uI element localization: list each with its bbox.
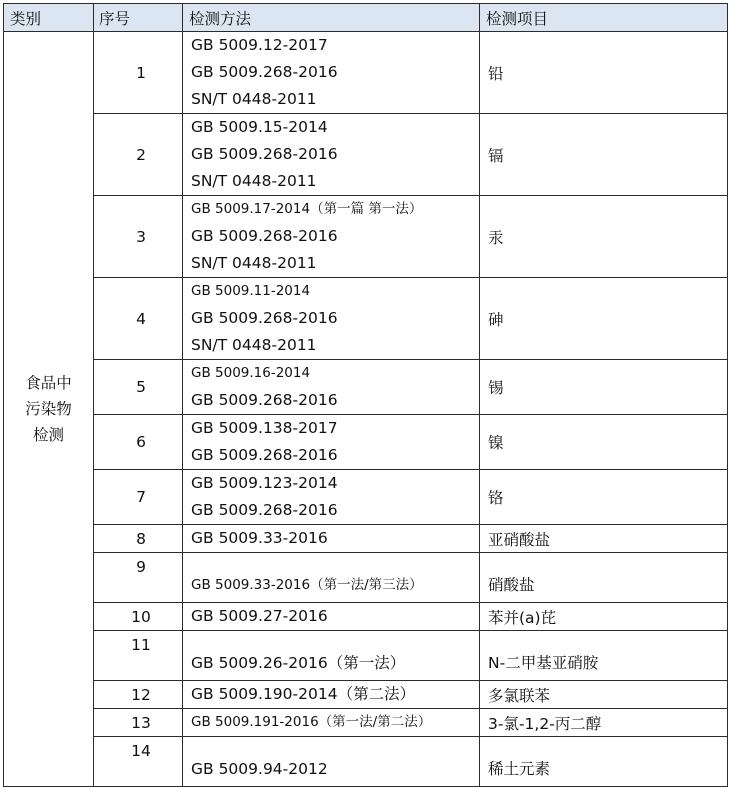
method-line: GB 5009.191-2016（第一法/第二法）	[191, 714, 432, 730]
table-row	[4, 278, 728, 360]
method-cell	[183, 114, 480, 196]
method-line: GB 5009.17-2014（第一篇 第一法）	[191, 201, 423, 217]
method-cell	[183, 32, 480, 114]
method-line: GB 5009.190-2014（第二法）	[191, 685, 416, 703]
header-item: 检测项目	[480, 4, 728, 32]
method-line: GB 5009.33-2016	[191, 529, 328, 547]
item-cell: N-二甲基亚硝胺	[480, 631, 728, 681]
table-row	[4, 360, 728, 415]
table-row	[4, 709, 728, 737]
method-line: GB 5009.94-2012	[191, 760, 328, 778]
method-line: GB 5009.138-2017	[191, 419, 338, 437]
method-line: SN/T 0448-2011	[191, 90, 317, 108]
method-line: GB 5009.268-2016	[191, 309, 338, 327]
table-row	[4, 737, 728, 787]
table-row	[4, 603, 728, 631]
method-cell	[183, 631, 480, 681]
method-line: GB 5009.16-2014	[191, 365, 311, 381]
table-row	[4, 631, 728, 681]
method-line: GB 5009.268-2016	[191, 145, 338, 163]
category-cell	[4, 32, 94, 787]
row-seq: 3	[136, 227, 146, 246]
item-cell: 苯并(a)芘	[480, 603, 728, 631]
method-cell	[183, 603, 480, 631]
method-line: SN/T 0448-2011	[191, 254, 317, 272]
item-cell: 铬	[480, 470, 728, 525]
method-line: SN/T 0448-2011	[191, 336, 317, 354]
method-cell	[183, 415, 480, 470]
item-cell: 稀土元素	[480, 737, 728, 787]
row-seq: 6	[136, 433, 146, 451]
method-line: GB 5009.268-2016	[191, 391, 338, 409]
item-cell: 镉	[480, 114, 728, 196]
method-cell	[183, 525, 480, 553]
row-seq: 7	[136, 488, 146, 506]
row-seq: 8	[136, 529, 146, 548]
method-line: GB 5009.268-2016	[191, 227, 338, 245]
header-seq: 序号	[94, 4, 183, 32]
item-cell: 镍	[480, 415, 728, 470]
method-line: GB 5009.27-2016	[191, 607, 328, 625]
table-row	[4, 525, 728, 553]
table-row	[4, 114, 728, 196]
row-seq: 5	[136, 378, 146, 396]
row-seq: 14	[131, 742, 151, 760]
table-row	[4, 681, 728, 709]
row-seq: 9	[136, 558, 146, 576]
table-row	[4, 415, 728, 470]
row-seq: 1	[136, 63, 146, 82]
method-line: GB 5009.268-2016	[191, 501, 338, 519]
method-cell	[183, 470, 480, 525]
method-cell	[183, 737, 480, 787]
method-cell	[183, 278, 480, 360]
item-cell: 3-氯-1,2-丙二醇	[480, 709, 728, 737]
item-cell: 硝酸盐	[480, 553, 728, 603]
item-cell: 铅	[480, 32, 728, 114]
item-cell: 亚硝酸盐	[480, 525, 728, 553]
category-label: 食品中污染物检测	[25, 374, 72, 444]
method-line: GB 5009.268-2016	[191, 63, 338, 81]
table-row	[4, 553, 728, 603]
method-cell	[183, 360, 480, 415]
header-row	[4, 4, 728, 32]
table-row	[4, 196, 728, 278]
pollutant-test-table	[3, 3, 728, 787]
item-cell: 砷	[480, 278, 728, 360]
method-line: GB 5009.268-2016	[191, 446, 338, 464]
row-seq: 2	[136, 145, 146, 164]
header-method: 检测方法	[183, 4, 480, 32]
row-seq: 13	[131, 713, 151, 732]
row-seq: 4	[136, 309, 146, 328]
row-seq: 11	[131, 636, 151, 654]
method-line: GB 5009.123-2014	[191, 474, 338, 492]
method-line: GB 5009.26-2016（第一法）	[191, 654, 406, 672]
method-cell	[183, 709, 480, 737]
row-seq: 10	[131, 607, 151, 626]
item-cell: 多氯联苯	[480, 681, 728, 709]
item-cell: 锡	[480, 360, 728, 415]
header-category: 类别	[4, 4, 94, 32]
method-line: GB 5009.15-2014	[191, 118, 328, 136]
method-line: GB 5009.33-2016（第一法/第三法）	[191, 577, 423, 593]
table-row	[4, 470, 728, 525]
method-cell	[183, 681, 480, 709]
method-cell	[183, 196, 480, 278]
method-line: GB 5009.12-2017	[191, 36, 328, 54]
method-line: SN/T 0448-2011	[191, 172, 317, 190]
table-row	[4, 32, 728, 114]
method-line: GB 5009.11-2014	[191, 283, 311, 299]
item-cell: 汞	[480, 196, 728, 278]
method-cell	[183, 553, 480, 603]
row-seq: 12	[131, 685, 151, 704]
